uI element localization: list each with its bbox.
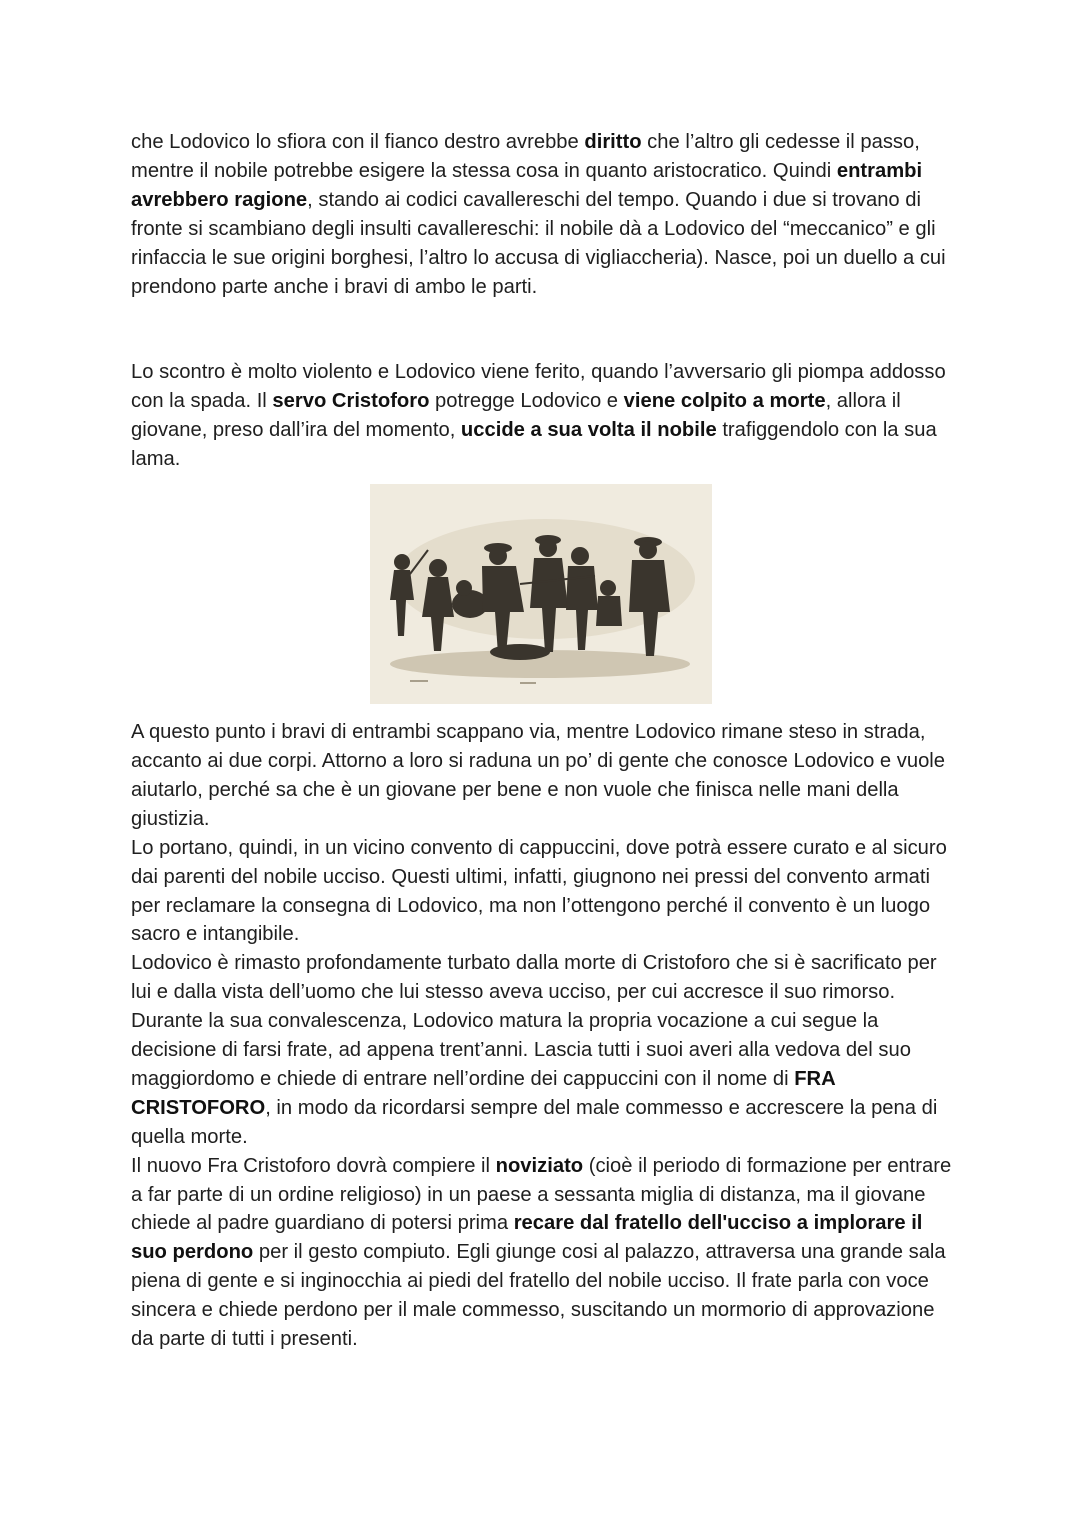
- text-run: che Lodovico lo sfiora con il fianco destro avrebbe: [131, 131, 585, 153]
- text-run: Lo scontro è molto violento e Lodovico viene ferito, quando l’avversario gli piompa addosso con la spada. Il: [131, 361, 946, 413]
- text-run: , allora il giovane, preso dall’ira del momento,: [131, 390, 901, 442]
- bold-text-run: uccide a sua volta il nobile: [460, 419, 717, 442]
- paragraph-vocation: [131, 1007, 961, 1152]
- bold-text-run: viene colpito a morte: [623, 390, 826, 413]
- paragraph-spacer: [131, 301, 961, 358]
- bold-text-run: servo Cristoforo: [272, 390, 430, 413]
- text-run: , stando ai codici cavallereschi del tempo. Quando i due si trovano di fronte si scambiano degli insulti cavallereschi: il nobile dà a Lodovico del “meccanico” e gli rinfaccia le sue origini borghesi, l’altro lo accusa di vigliaccheria). Nasce, poi un duello a cui prendono parte anche i bravi di ambo le parti.: [131, 188, 946, 298]
- bold-text-run: diritto: [584, 131, 642, 153]
- text-run: A questo punto i bravi di entrambi scappano via, mentre Lodovico rimane steso in strada, accanto ai due corpi. Attorno a loro si raduna un po’ di gente che conosce Lodovico e vuole aiutarlo, perché sa che è un giovane per bene e non vuole che finisca nelle mani della giustizia.: [131, 721, 946, 830]
- paragraph-remorse: [131, 949, 961, 1007]
- bold-text-run: recare dal fratello dell'ucciso a implorare il suo perdono: [131, 1212, 923, 1264]
- paragraph-novitiate: [131, 1152, 961, 1354]
- paragraph-aftermath: [131, 718, 961, 834]
- text-run: Durante la sua convalescenza, Lodovico matura la propria vocazione a cui segue la decisione di farsi frate, ad appena trent’anni. Lascia tutti i suoi averi alla vedova del suo maggiordomo e chiede di entrare nell’ordine dei cappuccini con il nome di: [131, 1010, 911, 1090]
- text-run: per il gesto compiuto. Egli giunge cosi al palazzo, attraversa una grande sala piena di gente e si inginocchia ai piedi del fratello del nobile ucciso. Il frate parla con voce sincera e chiede perdono per il male commesso, suscitando un mormorio di approvazione da parte di tutti i presenti.: [131, 1241, 946, 1351]
- illustration-icon: [370, 484, 712, 704]
- paragraph-convent: [131, 834, 961, 950]
- text-run: Lodovico è rimasto profondamente turbato dalla morte di Cristoforo che si è sacrificato per lui e dalla vista dell’uomo che lui stesso aveva ucciso, per cui accresce il suo rimorso.: [131, 952, 937, 1004]
- text-run: potregge Lodovico e: [429, 390, 624, 413]
- bold-text-run: FRA CRISTOFORO: [131, 1067, 835, 1119]
- paragraph-duel-context: [131, 128, 961, 301]
- text-run: , in modo da ricordarsi sempre del male commesso e accrescere la pena di quella morte.: [131, 1096, 938, 1148]
- paragraph-fight: [131, 358, 961, 474]
- bold-text-run: noviziato: [495, 1154, 584, 1177]
- document-page: [131, 128, 961, 1354]
- text-run: Il nuovo Fra Cristoforo dovrà compiere il: [131, 1154, 496, 1177]
- bold-text-run: entrambi avrebbero ragione: [131, 159, 923, 211]
- text-run: che l’altro gli cedesse il passo, mentre il nobile potrebbe esigere la stessa cosa in quanto aristocratico. Quindi: [131, 131, 920, 182]
- text-run: Lo portano, quindi, in un vicino convento di cappuccini, dove potrà essere curato e al sicuro dai parenti del nobile ucciso. Questi ultimi, infatti, giugnono nei pressi del convento armati per reclamare la consegna di Lodovico, ma non l’ottengono perché il convento è un luogo sacro e intangibile.: [131, 836, 947, 946]
- text-run: (cioè il periodo di formazione per entrare a far parte di un ordine religioso) in un paese a sessanta miglia di distanza, ma il giovane chiede al padre guardiano di potersi prima: [131, 1154, 952, 1235]
- engraving-duel-illustration: [370, 484, 712, 704]
- text-run: trafiggendolo con la sua lama.: [131, 419, 937, 471]
